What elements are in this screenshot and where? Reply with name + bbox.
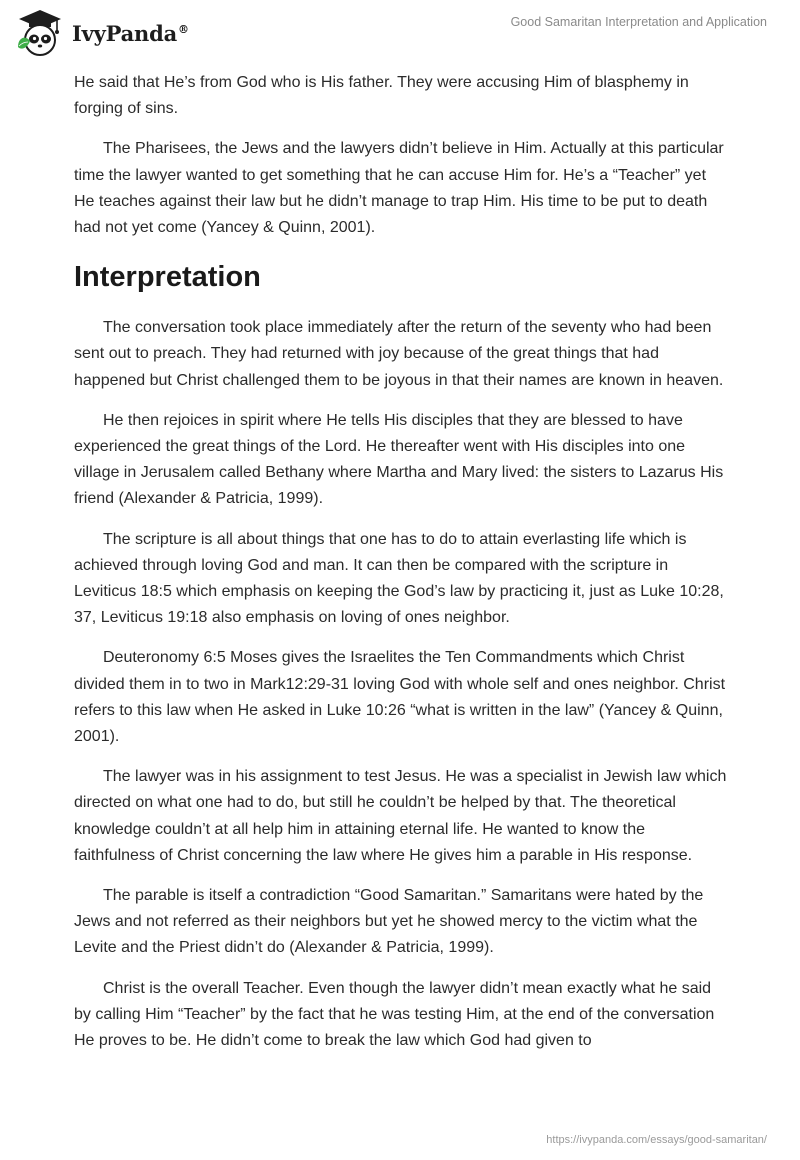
paragraph: The parable is itself a contradiction “Good Samaritan.” Samaritans were hated by the Jews and not referred as their neighbors but yet he showed mercy to the victim what the Levite and the Priest didn’t do (Alexander & Patricia, 1999). xyxy=(74,887,704,957)
paragraph: Christ is the overall Teacher. Even though the lawyer didn’t mean exactly what he said by calling Him “Teacher” by the fact that he was testing Him, at the end of the conversation He proves to be. He didn’t come to break the law which God had given to xyxy=(74,979,715,1050)
paragraph: Deuteronomy 6:5 Moses gives the Israelites the Ten Commandments which Christ divided them in to two in Mark12:29-31 loving God with whole self and ones neighbor. Christ refers to this law when He asked in Luke 10:26 “what is written in the law” (Yancey & Quinn, 2001). xyxy=(74,649,726,746)
essay-body xyxy=(74,70,730,1068)
ivypanda-logo[interactable] xyxy=(14,7,189,59)
panda-graduate-icon xyxy=(14,7,66,59)
paragraph: The Pharisees, the Jews and the lawyers didn’t believe in Him. Actually at this particular time the lawyer wanted to get something that he can accuse Him for. He’s a “Teacher” yet He teaches against their law but he didn’t manage to trap Him. His time to be put to death had not yet come (Yancey & Quinn, 2001). xyxy=(74,140,724,237)
source-url[interactable]: https://ivypanda.com/essays/good-samaritan/ xyxy=(546,1134,767,1146)
paragraph: The conversation took place immediately after the return of the seventy who had been sent out to preach. They had returned with joy because of the great things that had happened but Christ challenged them to be joyous in that their names are known in heaven. xyxy=(74,319,724,389)
paragraph: He then rejoices in spirit where He tells His disciples that they are blessed to have experienced the great things of the Lord. He thereafter went with His disciples into one village in Jerusalem called Bethany where Martha and Mary lived: the sisters to Lazarus His friend (Alexander & Patricia, 1999). xyxy=(74,411,724,508)
paragraph-continuation: He said that He’s from God who is His father. They were accusing Him of blasphemy in forging of sins. xyxy=(74,74,689,118)
page-header xyxy=(0,0,800,64)
logo-text: IvyPanda® xyxy=(72,20,189,46)
registered-mark: ® xyxy=(178,22,189,36)
paragraph: The lawyer was in his assignment to test Jesus. He was a specialist in Jewish law which directed on what one had to do, but still he couldn’t be helped by that. The theoretical knowledge couldn’t at all help him in attaining eternal life. He wanted to know the faithfulness of Christ concerning the law where He gives him a parable in His response. xyxy=(74,768,727,864)
section-heading-interpretation: Interpretation xyxy=(74,261,261,294)
paragraph: The scripture is all about things that one has to do to attain everlasting life which is achieved through loving God and man. It can then be compared with the scripture in Leviticus 18:5 which emphasis on keeping the God’s law by practicing it, just as Luke 10:28, 37, Leviticus 19:18 also emphasis on loving of ones neighbor. xyxy=(74,530,724,627)
document-title: Good Samaritan Interpretation and Application xyxy=(510,15,767,29)
